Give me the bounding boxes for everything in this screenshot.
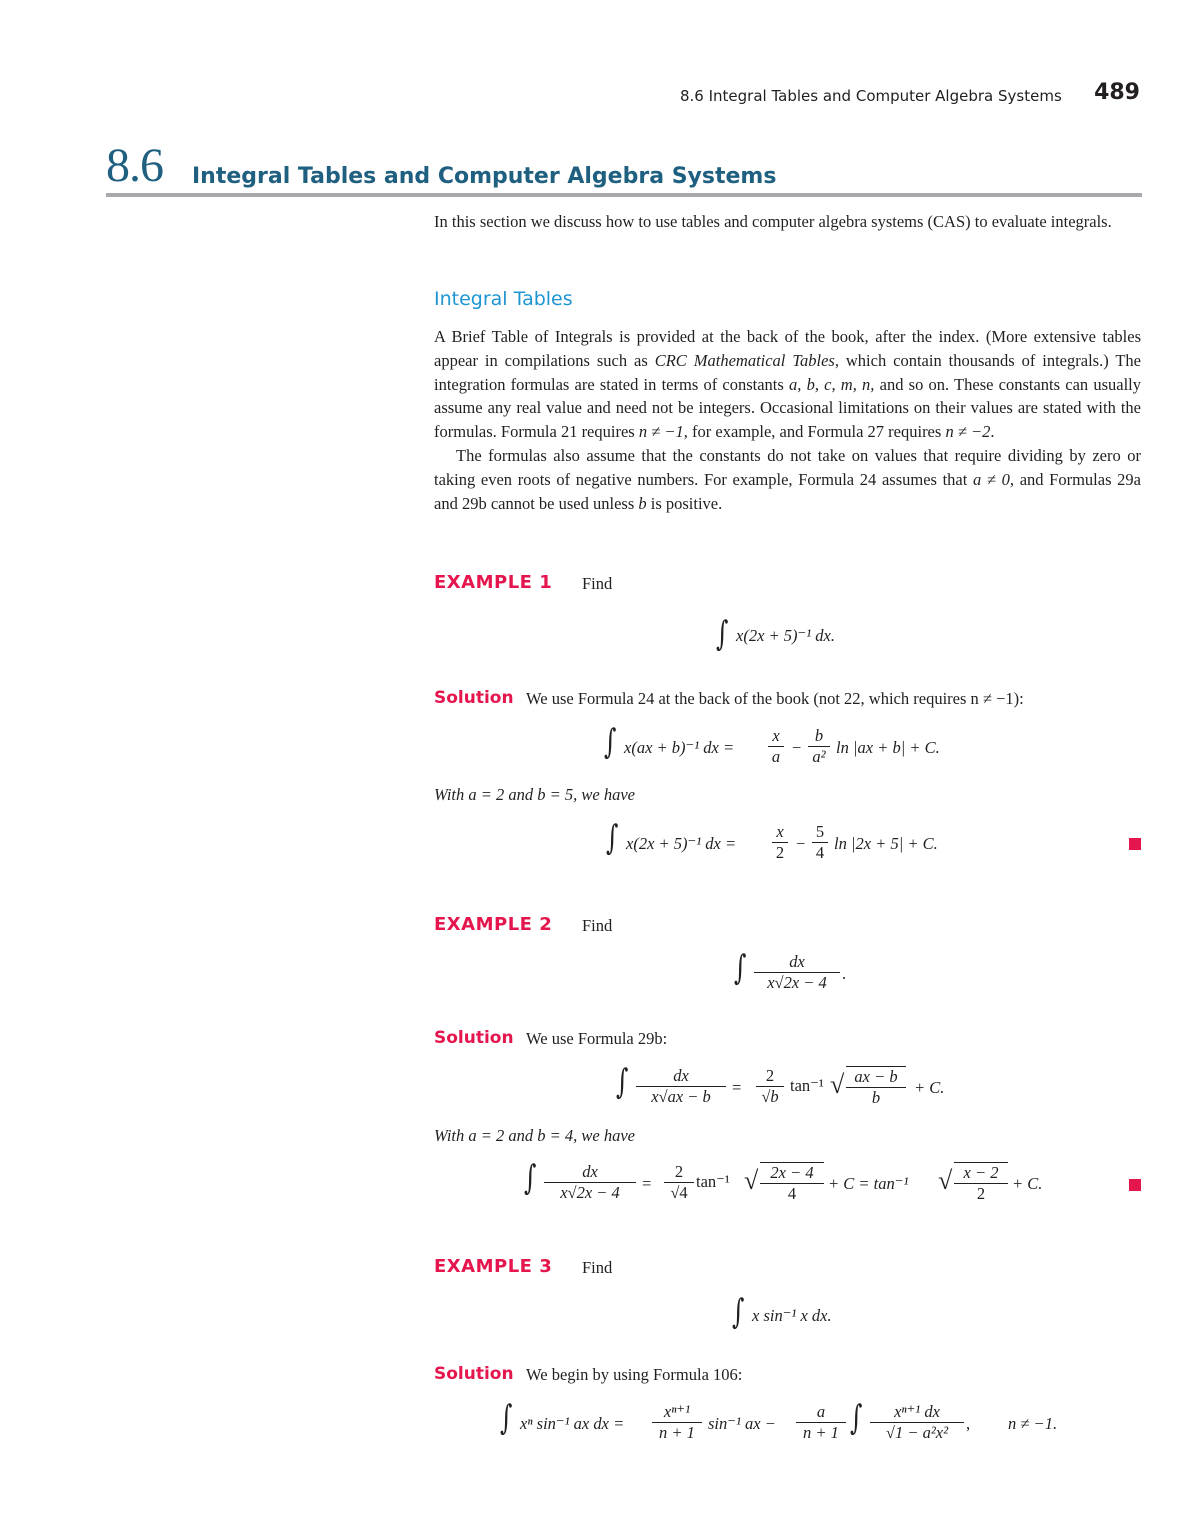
example-1-label: EXAMPLE 1 xyxy=(434,572,553,593)
integral-sign-icon: ∫ xyxy=(616,1062,629,1102)
example-1-formula: ∫ x(ax + b)⁻¹ dx = $\frac{x}{a}$ − $\frac{b}{\text{a²}}$ ln |ax + b| + C. xyxy=(604,722,940,766)
integral-sign-icon: ∫ xyxy=(732,1292,745,1332)
example-3-solution-text: We begin by using Formula 106: xyxy=(526,1365,743,1384)
example-1-prompt: Find xyxy=(582,574,613,593)
running-header xyxy=(640,80,1140,110)
example-1-solution-label: Solution xyxy=(434,688,514,708)
paragraph-2: The formulas also assume that the constants do not take on values that require dividing by zero or taking even roots of negative numbers. For example, Formula 24 assumes that a ≠ 0, and Formulas 29a and 29b cannot be used unless b is positive. xyxy=(434,445,1142,513)
integral-sign-icon: ∫ xyxy=(734,948,747,988)
example-3-integral: ∫ x sin⁻¹ x dx. xyxy=(732,1292,832,1332)
end-of-example-2-icon xyxy=(1129,1179,1141,1191)
sqrt-icon: √ xyxy=(744,1166,759,1195)
section-heading xyxy=(106,139,1142,198)
example-2-formula: ∫ $\frac{dx}{x√ax - b}$ = $\frac{2}{√b}$ tan⁻¹ √ $\frac{ax - b}{b}$ + C. xyxy=(616,1062,945,1107)
example-1-integral: ∫ x(2x + 5)⁻¹ dx. xyxy=(716,614,835,654)
page-number: 489 xyxy=(1094,80,1140,105)
example-1-result: ∫ x(2x + 5)⁻¹ dx = $\frac{x}{2}$ − $\frac{5}{4}$ ln |2x + 5| + C. xyxy=(606,818,938,862)
subheading-integral-tables: Integral Tables xyxy=(434,288,573,310)
section-number: 8.6 xyxy=(106,139,163,192)
integral-sign-icon: ∫ xyxy=(500,1398,513,1438)
intro-paragraph: In this section we discuss how to use tables and computer algebra systems (CAS) to evaluate integrals. xyxy=(434,212,1112,231)
example-2-integral: ∫ $\frac{dx}{x√2x - 4}$ . xyxy=(734,948,847,992)
example-2-solution-label: Solution xyxy=(434,1028,514,1048)
section-title: Integral Tables and Computer Algebra Systems xyxy=(192,164,777,189)
sqrt-icon: √ xyxy=(938,1166,953,1195)
example-2-with-text: With a = 2 and b = 4, we have xyxy=(434,1126,635,1145)
integral-sign-icon: ∫ xyxy=(716,614,729,654)
integral-sign-icon: ∫ xyxy=(850,1398,863,1438)
example-1-with-text: With a = 2 and b = 5, we have xyxy=(434,785,635,804)
example-3-formula: ∫ xⁿ sin⁻¹ ax dx = $\frac{\text{xⁿ⁺¹}}{n + 1}$ sin⁻¹ ax − $\frac{a}{n + 1}$ ∫ $\frac{\text{xⁿ⁺¹ dx}}{\text{√1 − a²x²}}$ , n ≠ −1. xyxy=(500,1398,1058,1442)
section-rule xyxy=(106,193,1142,197)
example-2-prompt: Find xyxy=(582,916,613,935)
example-2-label: EXAMPLE 2 xyxy=(434,914,553,935)
end-of-example-1-icon xyxy=(1129,838,1141,850)
integral-tables-text xyxy=(434,325,1141,515)
running-header-title: 8.6 Integral Tables and Computer Algebra Systems xyxy=(680,87,1062,105)
integral-sign-icon: ∫ xyxy=(524,1158,537,1198)
sqrt-icon: √ xyxy=(830,1070,845,1099)
example-1-solution-text: We use Formula 24 at the back of the book (not 22, which requires n ≠ −1): xyxy=(526,689,1024,708)
example-3-solution-label: Solution xyxy=(434,1364,514,1384)
paragraph-1: A Brief Table of Integrals is provided at the back of the book, after the index. (More extensive tables appear in compilations such as CRC Mathematical Tables, which contain thousands of integrals.) The integration formulas are stated in terms of constants a, b, c, m, n, and so on. These constants can usually assume any real value and need not be integers. Occasional limitations on their values are stated with the formulas. Formula 21 requires n ≠ −1, for example, and Formula 27 requires n ≠ −2. xyxy=(434,327,1142,442)
example-2-solution-text: We use Formula 29b: xyxy=(526,1029,668,1048)
example-2-result: ∫ $\frac{dx}{x√2x - 4}$ = $\frac{2}{√4}$ tan⁻¹ √ $\frac{2x - 4}{4}$ + C = tan⁻¹ √ $\frac{x - 2}{2}$ + C. xyxy=(524,1158,1043,1203)
integral-sign-icon: ∫ xyxy=(604,722,617,762)
example-3-prompt: Find xyxy=(582,1258,613,1277)
example-3-label: EXAMPLE 3 xyxy=(434,1256,553,1277)
integral-sign-icon: ∫ xyxy=(606,818,619,858)
